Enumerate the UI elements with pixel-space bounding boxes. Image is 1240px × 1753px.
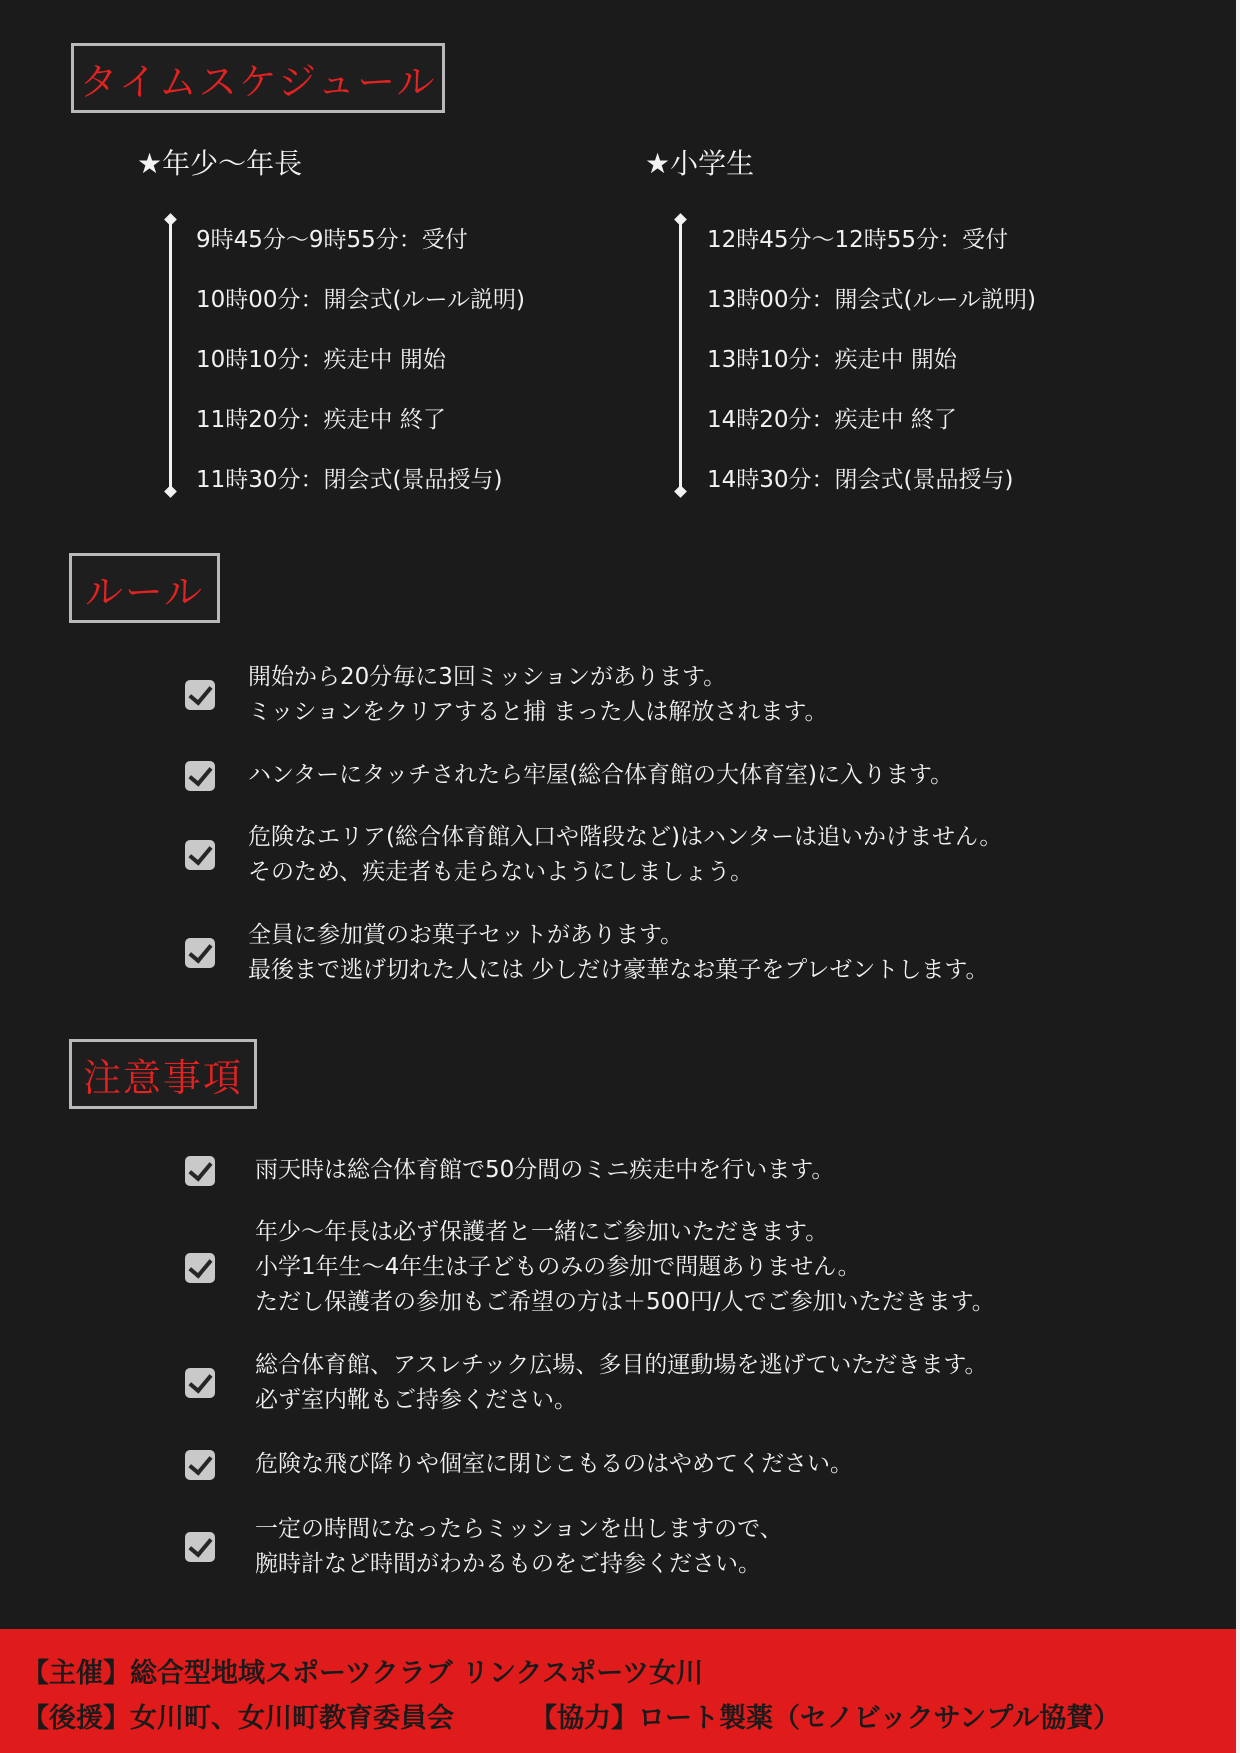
note-item [185, 1512, 783, 1582]
schedule-left-item: 11時20分：疾走中 終了 [196, 407, 446, 433]
schedule-right-item: 12時45分〜12時55分：受付 [707, 227, 1009, 253]
note-line: 危険な飛び降りや個室に閉じこもるのはやめてください。 [255, 1451, 853, 1477]
schedule-right-item: 13時00分：開会式(ルール説明) [707, 287, 1037, 313]
schedule-left-item: 11時30分：閉会式(景品授与) [196, 467, 503, 493]
rule-line: 最後まで逃げ切れた人には 少しだけ豪華なお菓子をプレゼントします。 [248, 957, 989, 983]
checkbox-checked-icon [185, 840, 215, 870]
note-line: 必ず室内靴もご持参ください。 [255, 1387, 577, 1413]
notes-heading-text: 注意事項 [82, 1055, 243, 1100]
note-item [185, 1215, 995, 1320]
rule-item [185, 660, 828, 730]
schedule-left-item: 10時10分：疾走中 開始 [196, 347, 446, 373]
note-item [185, 1348, 988, 1418]
checkbox-checked-icon [185, 938, 215, 968]
note-line: 雨天時は総合体育館で50分間のミニ疾走中を行います。 [255, 1157, 835, 1183]
schedule-left-title: ★年少〜年長 [137, 147, 303, 180]
checkbox-checked-icon [185, 1450, 215, 1480]
schedule-right-item: 13時10分：疾走中 開始 [707, 347, 957, 373]
timeline-start-dot [164, 213, 177, 226]
schedule-right-item: 14時30分：閉会式(景品授与) [707, 467, 1014, 493]
rule-line: そのため、疾走者も走らないようにしましょう。 [248, 859, 754, 885]
schedule-right-title: ★小学生 [645, 147, 755, 180]
schedule-heading-text: タイムスケジュール [79, 59, 437, 104]
checkbox-checked-icon [185, 1368, 215, 1398]
schedule-left-item: 9時45分〜9時55分：受付 [196, 227, 468, 253]
page-edge [1236, 0, 1240, 1753]
checkbox-checked-icon [185, 1532, 215, 1562]
schedule-left-item: 10時00分：開会式(ルール説明) [196, 287, 526, 313]
rules-heading [69, 553, 220, 623]
footer-organizer: 【主催】総合型地域スポーツクラブ リンクスポーツ女川 [22, 1658, 704, 1689]
timeline-end-dot [164, 485, 177, 498]
note-line: ただし保護者の参加もご希望の方は＋500円/人でご参加いただきます。 [255, 1289, 995, 1315]
timeline-end-dot [674, 485, 687, 498]
note-line: 年少〜年長は必ず保護者と一緒にご参加いただきます。 [255, 1219, 829, 1245]
schedule-heading [71, 43, 445, 113]
schedule-left-timeline [169, 220, 172, 492]
rule-line: ミッションをクリアすると捕 まった人は解放されます。 [248, 699, 828, 725]
checkbox-checked-icon [185, 761, 215, 791]
rule-item [185, 758, 953, 793]
rules-heading-text: ルール [84, 569, 205, 614]
checkbox-checked-icon [185, 1253, 215, 1283]
note-line: 総合体育館、アスレチック広場、多目的運動場を逃げていただきます。 [255, 1352, 988, 1378]
schedule-right-timeline [679, 220, 682, 492]
rule-item [185, 820, 1002, 890]
rule-line: ハンターにタッチされたら牢屋(総合体育館の大体育室)に入ります。 [248, 762, 954, 788]
footer-band [0, 1629, 1236, 1753]
timeline-start-dot [674, 213, 687, 226]
note-item [185, 1153, 834, 1188]
rule-item [185, 918, 989, 988]
footer-support: 【後援】女川町、女川町教育委員会 [22, 1703, 454, 1734]
note-line: 小学1年生〜4年生は子どものみの参加で問題ありません。 [255, 1254, 861, 1280]
notes-heading [69, 1039, 257, 1109]
checkbox-checked-icon [185, 1156, 215, 1186]
rule-line: 開始から20分毎に3回ミッションがあります。 [248, 664, 727, 690]
note-item [185, 1447, 853, 1482]
footer-cooperation: 【協力】ロート製薬（セノビックサンプル協賛） [530, 1703, 1121, 1734]
note-line: 腕時計など時間がわかるものをご持参ください。 [255, 1551, 761, 1577]
rule-line: 全員に参加賞のお菓子セットがあります。 [248, 922, 684, 948]
schedule-right-item: 14時20分：疾走中 終了 [707, 407, 957, 433]
checkbox-checked-icon [185, 680, 215, 710]
note-line: 一定の時間になったらミッションを出しますので、 [255, 1516, 783, 1542]
rule-line: 危険なエリア(総合体育館入口や階段など)はハンターは追いかけません。 [248, 824, 1003, 850]
